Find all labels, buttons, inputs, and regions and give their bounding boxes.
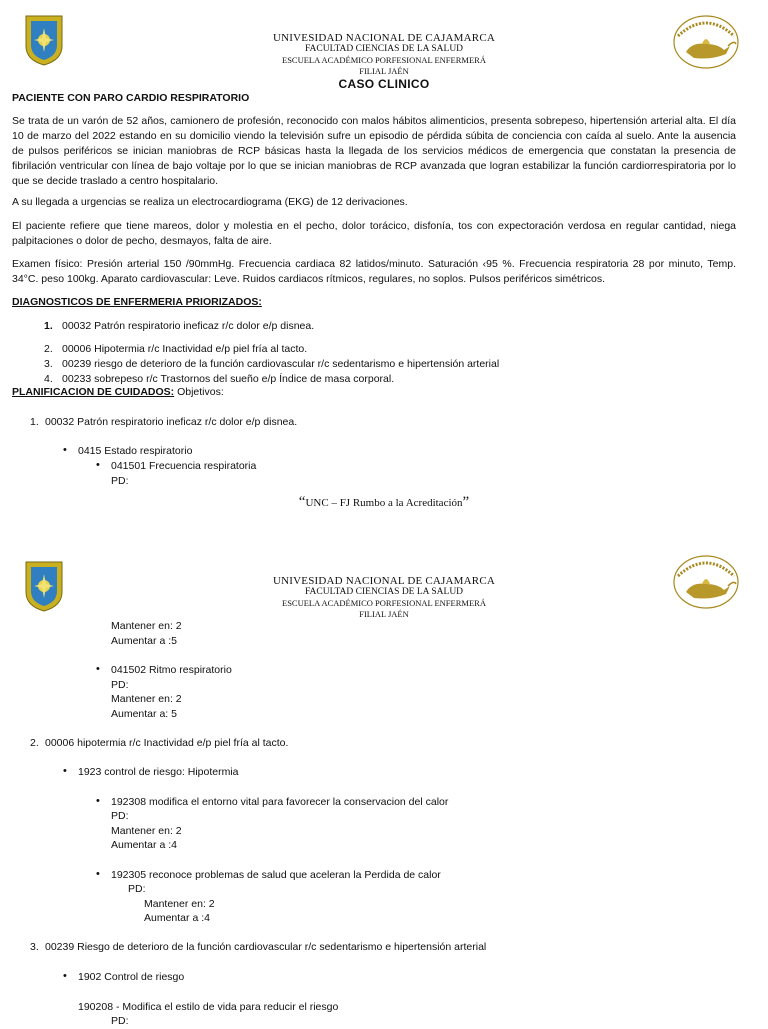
plan-item-number: 1. [30, 416, 39, 428]
indicator-pd: PD: [111, 475, 129, 487]
indicator-item: • 192308 modifica el entorno vital para favorecer la conservacion del calor [111, 795, 448, 810]
header-school: ESCUELA ACADÉMICO PORFESIONAL ENFERMERÁ [282, 598, 486, 608]
plan-heading: PLANIFICACION DE CUIDADOS: [12, 386, 175, 398]
plan-item: 00032 Patrón respiratorio ineficaz r/c dolor e/p disnea. [45, 416, 298, 428]
doc-title: CASO CLINICO [338, 77, 430, 91]
indicator-item: • 041501 Frecuencia respiratoria [111, 459, 256, 474]
case-heading: PACIENTE CON PARO CARDIO RESPIRATORIO [12, 92, 250, 104]
diagnosis-number: 3. [44, 358, 53, 370]
header-university: UNIVESIDAD NACIONAL DE CAJAMARCA [272, 575, 496, 587]
outcome-item: • 1923 control de riesgo: Hipotermia [78, 765, 239, 780]
footer-text: UNC – FJ Rumbo a la Acreditación [305, 497, 463, 509]
header-school: ESCUELA ACADÉMICO PORFESIONAL ENFERMERÁ [282, 55, 486, 65]
indicator-maintain: Mantener en: 2 [144, 898, 215, 910]
page-footer: “UNC – FJ Rumbo a la Acreditación” [298, 494, 470, 510]
case-paragraph-1: Se trata de un varón de 52 años, camionero de profesión, reconocido con malos hábitos alimenticios, presenta sobrepeso, hipertensión arterial alta. El día 10 de marzo del 2022 estando en su domicilio viendo la televisión sufre un episodio de pérdida súbita de conciencia con caída al suelo. Ante la ausencia de pulsos periféricos se inician maniobras de RCP básicas hasta la llegada de los servicios médicos de emergencia que constatan la presencia de fibrilación ventricular con línea de bajo voltaje por lo que se inician maniobras de RCP avanzada que logran estabilizar la función cardiorrespiratoria por lo que se decide traslado a centro hospitalario. [12, 115, 736, 187]
diagnosis-item: 00239 riesgo de deterioro de la función cardiovascular r/c sedentarismo e hipertensión arterial [62, 358, 500, 370]
header-branch: FILIAL JAÉN [359, 66, 409, 76]
diagnosis-heading: DIAGNOSTICOS DE ENFERMERIA PRIORIZADOS: [12, 296, 262, 308]
case-paragraph-3: El paciente refiere que tiene mareos, dolor y molestia en el pecho, dolor torácico, disfonía, tos con expectoración verdosa en regular cantidad, niega palpitaciones o dolor de pecho, desmayos, falta de aire. [12, 220, 736, 247]
diagnosis-number: 2. [44, 343, 53, 355]
indicator-pd: PD: [111, 810, 129, 822]
indicator-maintain: Mantener en: 2 [111, 620, 182, 632]
outcome-item: • 1902 Control de riesgo [78, 970, 184, 985]
indicator-item: • 192305 reconoce problemas de salud que aceleran la Perdida de calor [111, 868, 441, 883]
header-faculty: FACULTAD CIENCIAS DE LA SALUD [304, 44, 464, 54]
indicator-item: 190208 - Modifica el estilo de vida para reducir el riesgo [78, 1001, 339, 1013]
indicator-maintain: Mantener en: 2 [111, 825, 182, 837]
indicator-raise: Aumentar a :5 [111, 635, 177, 647]
indicator-item: • 041502 Ritmo respiratorio [111, 663, 232, 678]
indicator-pd: PD: [128, 883, 146, 895]
diagnosis-item: 00006 Hipotermia r/c Inactividad e/p piel fría al tacto. [62, 343, 308, 355]
plan-item-number: 2. [30, 737, 39, 749]
indicator-raise: Aumentar a: 5 [111, 708, 177, 720]
outcome-item: • 0415 Estado respiratorio [78, 444, 192, 459]
header-faculty: FACULTAD CIENCIAS DE LA SALUD [304, 587, 464, 597]
case-paragraph-4: Examen físico: Presión arterial 150 /90mmHg. Frecuencia cardiaca 82 latidos/minuto. Saturación ‹95 %. Frecuencia respiratoria 28 por minuto, Temp. 34°C. peso 100kg. Aparato cardiovascular: Leve. Ruidos cardiacos rítmicos, regulares, no soplos. Pulsos periféricos simétricos. [12, 258, 736, 285]
plan-item: 00006 hipotermia r/c Inactividad e/p piel fría al tacto. [45, 737, 289, 749]
header-branch: FILIAL JAÉN [359, 609, 409, 619]
case-paragraph-2: A su llegada a urgencias se realiza un electrocardiograma (EKG) de 12 derivaciones. [12, 196, 408, 208]
diagnosis-number: 1. [44, 320, 53, 332]
header-university: UNIVESIDAD NACIONAL DE CAJAMARCA [272, 32, 496, 44]
diagnosis-item: 00032 Patrón respiratorio ineficaz r/c dolor e/p disnea. [62, 320, 315, 332]
diagnosis-number: 4. [44, 373, 53, 385]
diagnosis-item: 00233 sobrepeso r/c Trastornos del sueño e/p Índice de masa corporal. [62, 373, 395, 385]
indicator-maintain: Mantener en: 2 [111, 693, 182, 705]
plan-item-number: 3. [30, 941, 39, 953]
plan-item: 00239 Riesgo de deterioro de la función cardiovascular r/c sedentarismo e hipertensión arterial [45, 941, 487, 953]
indicator-raise: Aumentar a :4 [111, 839, 177, 851]
indicator-pd: PD: [111, 679, 129, 691]
indicator-raise: Aumentar a :4 [144, 912, 210, 924]
plan-heading-line [12, 385, 224, 400]
plan-subheading: Objetivos: [174, 386, 224, 398]
indicator-pd: PD: [111, 1015, 129, 1027]
